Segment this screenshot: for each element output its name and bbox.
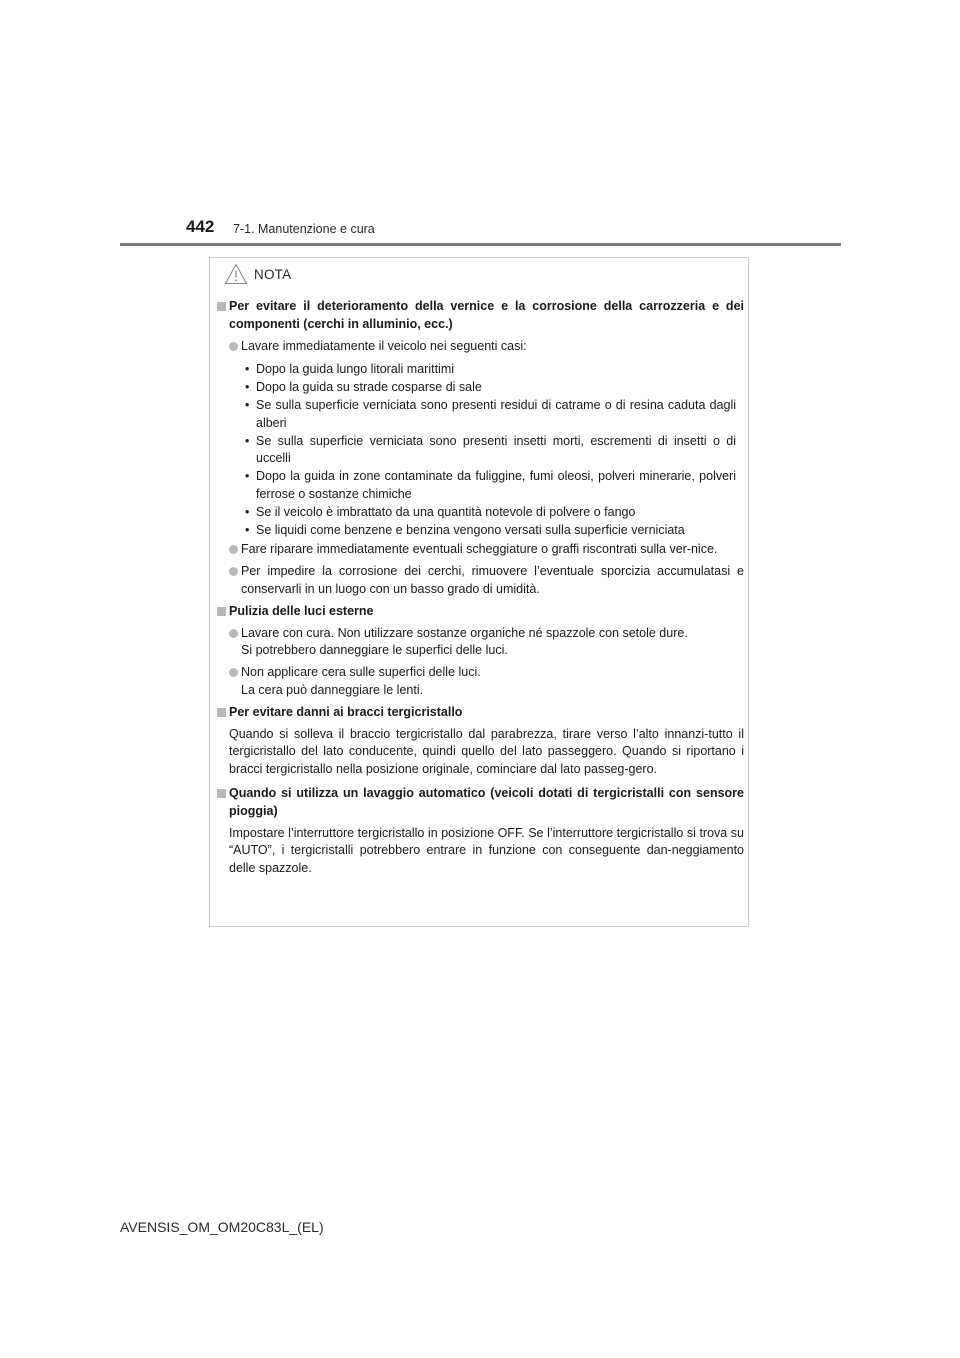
wash-conditions-list <box>216 361 744 539</box>
list-item: • Dopo la guida su strade cosparse di sale <box>245 380 482 395</box>
section-heading-paint-protection: Per evitare il deterioramento della vernice e la corrosione della carrozzeria e dei componenti (cerchi in alluminio, ecc.) <box>216 298 744 334</box>
paint-item-wheels: Per impedire la corrosione dei cerchi, rimuovere l’eventuale sporcizia accumulatasi e conservarli in un luogo con un basso grado di umidità. <box>216 563 744 599</box>
note-content <box>216 298 744 884</box>
lights-item-wax: Non applicare cera sulle superfici delle luci. La cera può danneggiare le lenti. <box>216 664 744 700</box>
list-item: • Se liquidi come benzene e benzina vengono versati sulla superficie verniciata <box>245 522 685 537</box>
warning-triangle-icon <box>224 263 248 285</box>
square-bullet-icon <box>217 302 226 311</box>
square-bullet-icon <box>217 607 226 616</box>
lights-item-wash: Lavare con cura. Non utilizzare sostanze organiche né spazzole con setole dure. Si potrebbero danneggiare le superfici delle luci. <box>216 625 744 661</box>
list-item: • Dopo la guida lungo litorali marittimi <box>245 362 455 377</box>
list-item: • Se il veicolo è imbrattato da una quantità notevole di polvere o fango <box>245 504 636 519</box>
circle-bullet-icon <box>229 545 238 554</box>
page-number: 442 <box>186 217 215 236</box>
circle-bullet-icon <box>229 629 238 638</box>
paint-item-wash: Lavare immediatamente il veicolo nei seguenti casi: <box>216 338 744 356</box>
section-heading-lights: Pulizia delle luci esterne <box>216 603 744 621</box>
document-code: AVENSIS_OM_OM20C83L_(EL) <box>120 1219 324 1235</box>
section-heading-wipers: Per evitare danni ai bracci tergicristallo <box>216 704 744 722</box>
paint-item-repair: Fare riparare immediatamente eventuali scheggiature o graffi riscontrati sulla ver-nice. <box>216 541 744 559</box>
note-label: NOTA <box>254 266 292 282</box>
circle-bullet-icon <box>229 342 238 351</box>
list-item: • Se sulla superficie verniciata sono presenti residui di catrame o di resina caduta dagli alberi <box>245 397 736 430</box>
section-title: 7-1. Manutenzione e cura <box>233 222 375 236</box>
note-box <box>209 257 749 927</box>
square-bullet-icon <box>217 789 226 798</box>
header-divider <box>120 243 841 246</box>
wipers-paragraph: Quando si solleva il braccio tergicristallo dal parabrezza, tirare verso l’alto innanzi-tutto il tergicristallo del lato conducente, quindi quello del lato passeggero. Quando si riportano i bracci tergicristallo nella posizione originale, cominciare dal lato passeg-gero. <box>229 726 744 777</box>
circle-bullet-icon <box>229 567 238 576</box>
list-item: • Dopo la guida in zone contaminate da fuliggine, fumi oleosi, polveri minerarie, polveri ferrose o sostanze chimiche <box>245 469 736 501</box>
note-header <box>224 261 291 287</box>
car-wash-paragraph: Impostare l’interruttore tergicristallo in posizione OFF. Se l’interruttore tergicristallo si trova su “AUTO”, i tergicristalli potrebbero entrare in funzione con conseguente dan-neggiamento delle spazzole. <box>229 825 744 876</box>
circle-bullet-icon <box>229 668 238 677</box>
section-heading-car-wash: Quando si utilizza un lavaggio automatico (veicoli dotati di tergicristalli con sensore pioggia) <box>216 785 744 821</box>
list-item: • Se sulla superficie verniciata sono presenti insetti morti, escrementi di insetti o di uccelli <box>245 433 736 466</box>
square-bullet-icon <box>217 708 226 717</box>
